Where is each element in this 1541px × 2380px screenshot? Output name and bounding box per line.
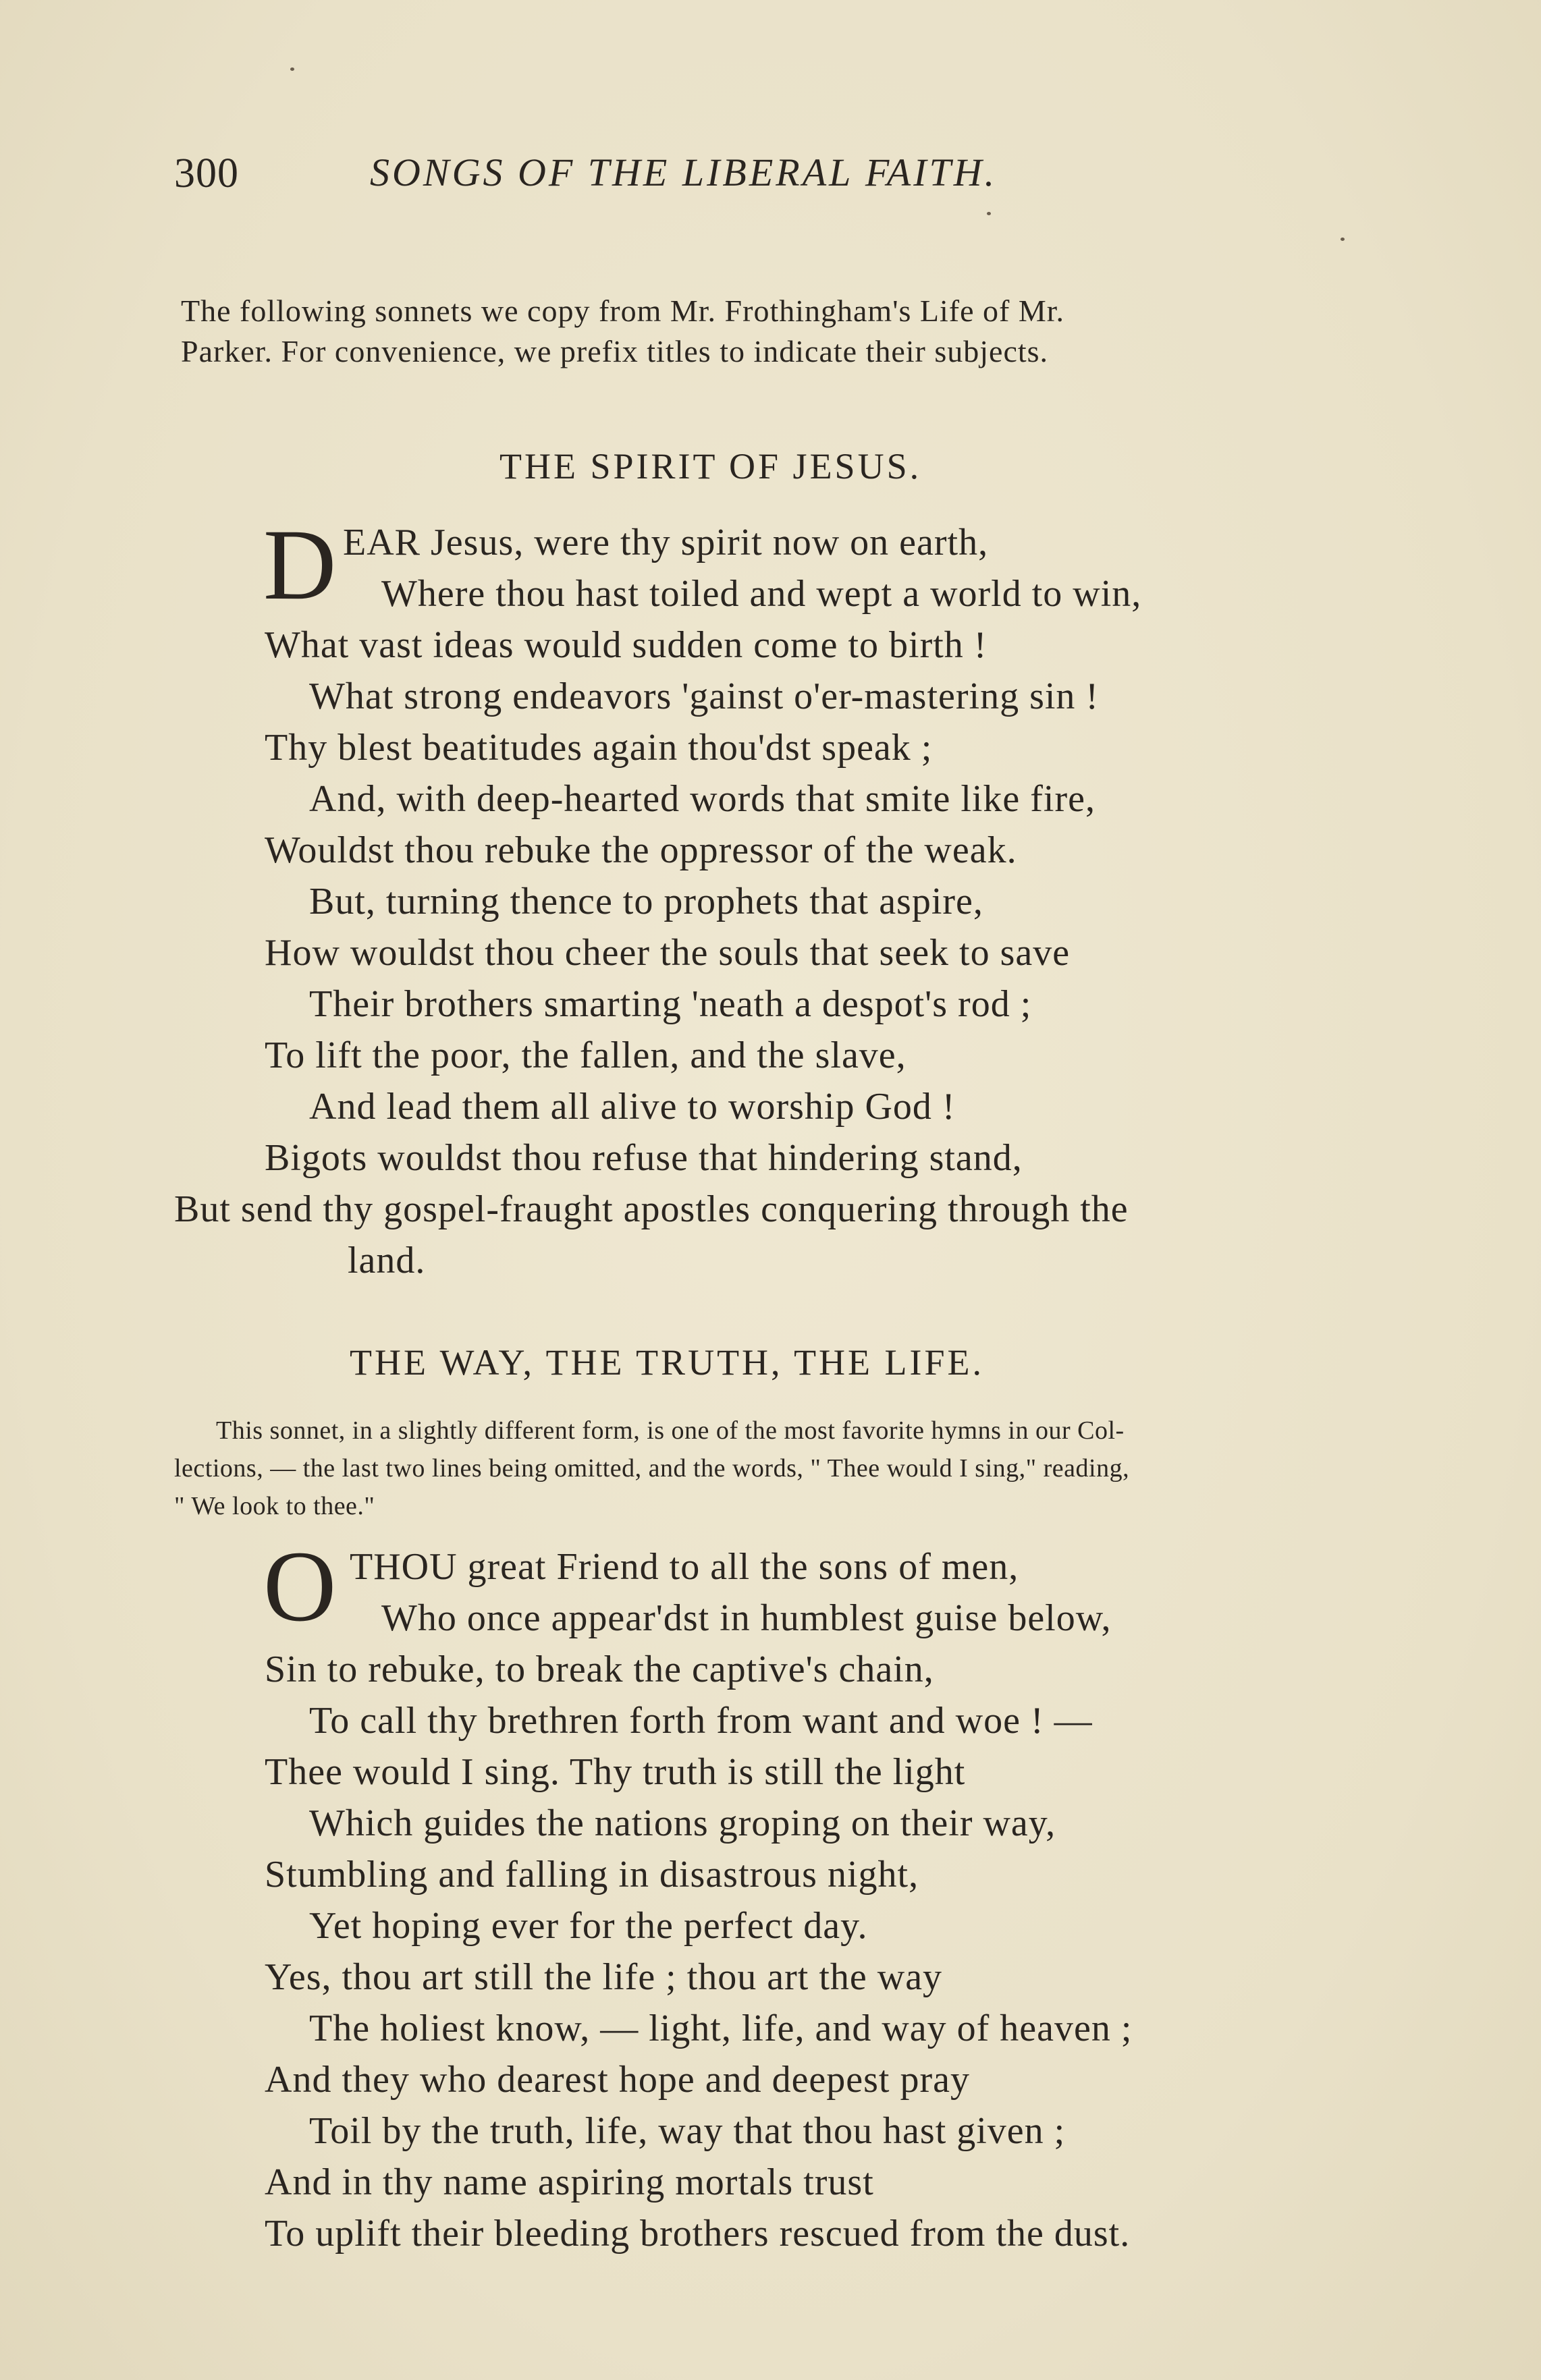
sonnet-1-line-4: What strong endeavors 'gainst o'er-mastering sin ! — [309, 675, 1100, 717]
sonnet-1-line-10: Their brothers smarting 'neath a despot's rod ; — [309, 983, 1032, 1025]
page-number: 300 — [174, 150, 239, 196]
print-speck — [290, 67, 294, 71]
sonnet-2-line-1: THOU great Friend to all the sons of men, — [350, 1546, 1019, 1588]
sonnet-2-note-line-1: This sonnet, in a slightly different form, is one of the most favorite hymns in our Col- — [216, 1416, 1125, 1445]
sonnet-1-line-2: Where thou hast toiled and wept a world to win, — [381, 573, 1142, 615]
sonnet-1-line-1: EAR Jesus, were thy spirit now on earth, — [343, 522, 989, 563]
sonnet-2-line-14: To uplift their bleeding brothers rescued from the dust. — [265, 2213, 1131, 2254]
sonnet-1-line-14: But send thy gospel-fraught apostles conquering through the — [174, 1188, 1129, 1230]
sonnet-2-line-12: Toil by the truth, life, way that thou hast given ; — [309, 2110, 1066, 2152]
intro-line-1: The following sonnets we copy from Mr. Frothingham's Life of Mr. — [181, 294, 1065, 328]
print-speck — [1341, 238, 1345, 241]
sonnet-2-line-7: Stumbling and falling in disastrous night, — [265, 1854, 919, 1895]
sonnet-1-line-9: How wouldst thou cheer the souls that seek to save — [265, 932, 1071, 974]
sonnet-1-line-8: But, turning thence to prophets that aspire, — [309, 881, 983, 922]
sonnet-1-line-6: And, with deep-hearted words that smite like fire, — [309, 778, 1096, 820]
running-title: SONGS OF THE LIBERAL FAITH. — [370, 150, 998, 194]
sonnet-2-drop-cap: O — [263, 1530, 337, 1642]
sonnet-2-line-4: To call thy brethren forth from want and woe ! — — [309, 1700, 1093, 1742]
sonnet-2-line-8: Yet hoping ever for the perfect day. — [309, 1905, 868, 1947]
print-speck — [987, 212, 991, 215]
sonnet-1-line-14-cont: land. — [348, 1240, 426, 1281]
sonnet-2-line-9: Yes, thou art still the life ; thou art the way — [265, 1956, 943, 1998]
sonnet-2-title: THE WAY, THE TRUTH, THE LIFE. — [350, 1342, 985, 1383]
sonnet-1-drop-cap: D — [263, 509, 337, 621]
sonnet-2-line-13: And in thy name aspiring mortals trust — [265, 2161, 874, 2203]
sonnet-1-title: THE SPIRIT OF JESUS. — [499, 446, 922, 487]
sonnet-2-line-2: Who once appear'dst in humblest guise below, — [381, 1597, 1112, 1639]
sonnet-2-line-3: Sin to rebuke, to break the captive's chain, — [265, 1649, 934, 1690]
sonnet-1-line-3: What vast ideas would sudden come to birth ! — [265, 624, 988, 666]
intro-line-2: Parker. For convenience, we prefix titles to indicate their subjects. — [181, 334, 1049, 368]
sonnet-2-note-line-2: lections, — the last two lines being omitted, and the words, " Thee would I sing," reading, — [174, 1454, 1130, 1483]
sonnet-2-line-6: Which guides the nations groping on their way, — [309, 1802, 1056, 1844]
sonnet-1-line-7: Wouldst thou rebuke the oppressor of the weak. — [265, 829, 1017, 871]
sonnet-2-line-5: Thee would I sing. Thy truth is still the light — [265, 1751, 966, 1793]
sonnet-1-line-12: And lead them all alive to worship God ! — [309, 1086, 956, 1128]
sonnet-2-line-10: The holiest know, — light, life, and way of heaven ; — [309, 2008, 1133, 2049]
sonnet-2-note-line-3: " We look to thee." — [174, 1492, 375, 1520]
sonnet-2-line-11: And they who dearest hope and deepest pray — [265, 2059, 970, 2101]
sonnet-1-line-11: To lift the poor, the fallen, and the slave, — [265, 1034, 907, 1076]
sonnet-1-line-13: Bigots wouldst thou refuse that hindering stand, — [265, 1137, 1023, 1179]
sonnet-1-line-5: Thy blest beatitudes again thou'dst speak ; — [265, 727, 933, 769]
